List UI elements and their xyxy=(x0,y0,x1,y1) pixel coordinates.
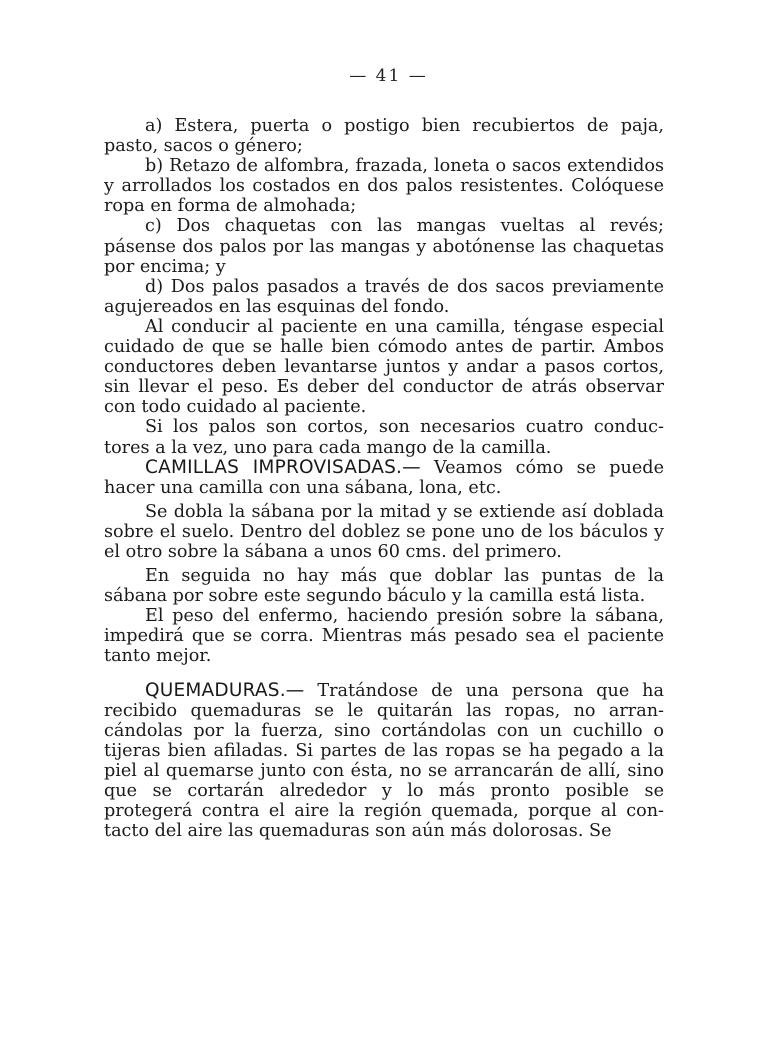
section-text-camillas: Veamos cómo se puede hacer una camilla con una sábana, lona, etc. xyxy=(104,457,664,498)
paragraph-fold-corners: En seguida no hay más que doblar las puntas de la sábana por sobre este segundo báculo y la camilla está lista. xyxy=(104,566,664,607)
paragraph-item-b: b) Retazo de alfombra, frazada, loneta o sacos extendidos y arrollados los costados en dos palos resistentes. Colóquese ropa en forma de almohada; xyxy=(104,156,664,217)
section-heading-quemaduras: QUEMADURAS.— xyxy=(145,679,305,701)
paragraph-item-a: a) Estera, puerta o postigo bien recubiertos de paja, pasto, sacos o género; xyxy=(104,116,664,157)
page-number: — 41 — xyxy=(349,66,428,86)
paragraph-fold-sheet: Se dobla la sábana por la mitad y se extiende así doblada sobre el suelo. Dentro del doblez se pone uno de los báculos y el otro sobre la sábana a unos 60 cms. del primero. xyxy=(104,501,664,562)
paragraph-short-poles: Si los palos son cortos, son necesarios cuatro conductores a la vez, uno para cada mango de la camilla. xyxy=(104,417,664,458)
section-camillas xyxy=(104,458,664,498)
section-text-quemaduras: Tratándose de una persona que ha recibido quemaduras se le quitarán las ropas, no arrancándolas por la fuerza, sino cortándolas con un cuchillo o tijeras bien afiladas. Si partes de las ropas se ha pegado a la piel al quemarse junto con ésta, no se arrancarán de allí, sino que se cortarán alrededor y lo más pronto posible se protegerá contra el aire la región quemada, porque al contacto del aire las quemaduras son aún más dolorosas. Se xyxy=(104,680,664,842)
body-text xyxy=(104,116,664,841)
paragraph-item-c: c) Dos chaquetas con las mangas vueltas al revés; pásense dos palos por las mangas y abotónense las chaquetas por encima; y xyxy=(104,216,664,277)
section-heading-camillas: CAMILLAS IMPROVISADAS.— xyxy=(145,456,421,478)
paragraph-patient-weight: El peso del enfermo, haciendo presión sobre la sábana, impedirá que se corra. Mientras más pesado sea el paciente tanto mejor. xyxy=(104,606,664,667)
paragraph-item-d: d) Dos palos pasados a través de dos sacos previamente agujereados en las esquinas del fondo. xyxy=(104,276,664,317)
section-quemaduras xyxy=(104,681,664,842)
paragraph-stretcher-care: Al conducir al paciente en una camilla, téngase especial cuidado de que se halle bien cómodo antes de partir. Ambos conductores deben levantarse juntos y andar a pasos cortos, sin llevar el peso. Es deber del conductor de atrás observar con todo cuidado al paciente. xyxy=(104,316,664,418)
